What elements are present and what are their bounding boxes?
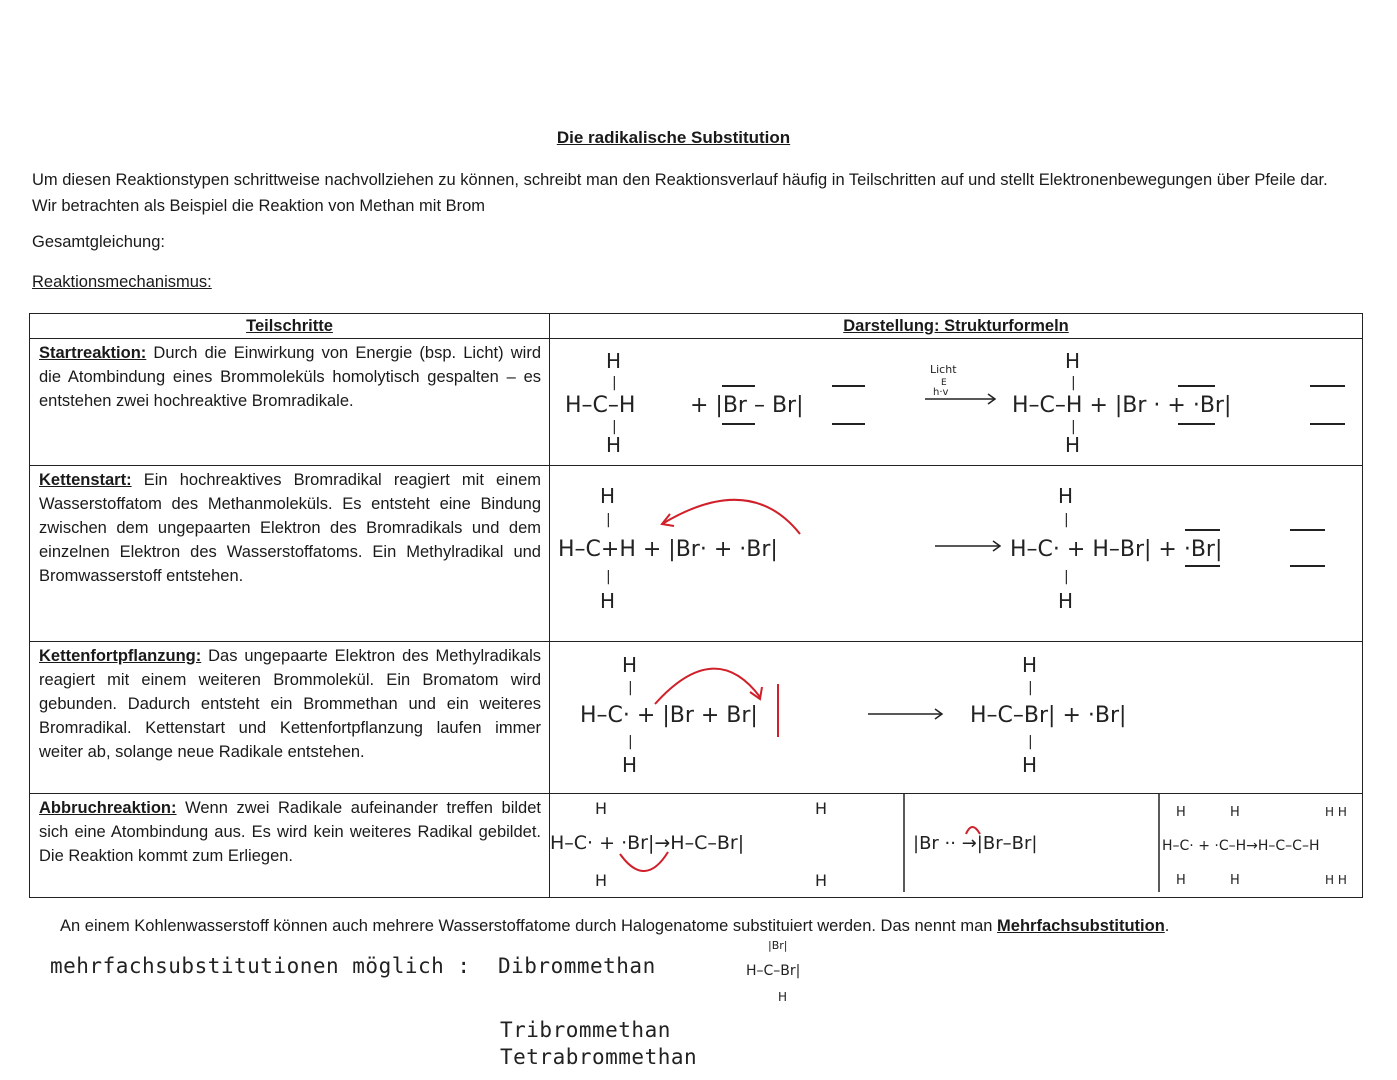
- svg-text:H: H: [606, 433, 622, 457]
- step-start: [30, 339, 550, 466]
- svg-text:H: H: [622, 753, 638, 777]
- step-text: Durch die Einwirkung von Energie (bsp. Licht) wird die Atombindung eines Brommoleküls homolytisch gespalten – es entstehen zwei hochreaktive Bromradikale.: [39, 344, 541, 410]
- hv-label: h·v: [933, 387, 949, 398]
- abbruch-structure-svg: [550, 794, 1362, 892]
- step-text: Ein hochreaktives Bromradikal reagiert mit einem Wasserstoffatom des Methanmoleküls. Es entsteht eine Bindung zwischen dem ungepaarten Elektron des Bromradikals und dem einzelnen Elektron des Wasserstoffatoms. Ein Methylradikal und Bromwasserstoff entstehen.: [39, 471, 541, 585]
- mechanismus-label: Reaktionsmechanismus:: [32, 273, 212, 291]
- svg-text:H: H: [595, 871, 608, 890]
- formula-start: [550, 339, 1363, 466]
- start-structure-svg: [550, 339, 1362, 460]
- formula-kettenstart: [550, 466, 1363, 642]
- svg-text:H–C–Br|: H–C–Br|: [746, 963, 801, 979]
- table-row: [30, 339, 1363, 466]
- svg-text:H: H: [606, 349, 622, 373]
- svg-text:|: |: [612, 419, 617, 435]
- svg-text:H: H: [600, 589, 616, 613]
- table-row: [30, 466, 1363, 642]
- svg-text:|: |: [1064, 569, 1069, 585]
- step-abbruch: [30, 794, 550, 898]
- note-tetrabrommethan: Tetrabrommethan: [500, 1045, 698, 1069]
- svg-text:H: H: [622, 653, 638, 677]
- svg-text:H: H: [600, 484, 616, 508]
- mehrfach-end: .: [1164, 917, 1170, 935]
- header-teilschritte: Teilschritte: [30, 314, 550, 339]
- svg-text:H–C–Br| + ·Br|: H–C–Br| + ·Br|: [970, 703, 1127, 728]
- svg-text:H–C· + ·Br|→H–C–Br|: H–C· + ·Br|→H–C–Br|: [550, 832, 745, 854]
- energy-label: E: [941, 378, 947, 388]
- step-term: Abbruchreaktion:: [39, 799, 177, 817]
- svg-text:|: |: [606, 569, 611, 585]
- kettenfortpflanzung-structure-svg: [550, 642, 1362, 788]
- svg-text:|Br|: |Br|: [768, 939, 788, 952]
- svg-text:H–C· + ·C–H→H–C–C–H: H–C· + ·C–H→H–C–C–H: [1162, 838, 1320, 854]
- svg-text:H: H: [1065, 349, 1081, 373]
- svg-text:|: |: [1071, 419, 1076, 435]
- svg-text:+ |Br – Br|: + |Br – Br|: [690, 393, 804, 418]
- step-term: Startreaktion:: [39, 344, 147, 362]
- svg-text:|: |: [1071, 375, 1076, 391]
- step-kettenstart: [30, 466, 550, 642]
- mehrfach-paragraph: [60, 917, 1169, 936]
- svg-text:H H: H H: [1325, 873, 1347, 887]
- kettenstart-structure-svg: [550, 466, 1362, 636]
- mechanism-table: [29, 313, 1363, 898]
- svg-text:H: H: [778, 990, 788, 1004]
- svg-text:H–C· + |Br + Br|: H–C· + |Br + Br|: [580, 703, 758, 728]
- svg-text:H H: H H: [1325, 805, 1347, 819]
- svg-text:H–C+H + |Br· + ·Br|: H–C+H + |Br· + ·Br|: [558, 537, 778, 562]
- svg-text:|: |: [1028, 680, 1033, 696]
- svg-text:H: H: [1058, 589, 1074, 613]
- svg-text:H: H: [1176, 805, 1186, 820]
- note-dibrommethan: Dibrommethan: [498, 954, 656, 978]
- step-text: Das ungepaarte Elektron des Methylradikals reagiert mit einem weiteren Brommolekül. Ein Bromatom wird gebunden. Dadurch entsteht ein Brommethan und ein weiteres Bromradikal. Kettenstart und Kettenfortpflanzung laufen immer weiter ab, solange neue Radikale entstehen.: [39, 647, 541, 761]
- formula-abbruch: [550, 794, 1363, 898]
- mehrfach-text: An einem Kohlenwasserstoff können auch mehrere Wasserstoffatome durch Halogenatome substituiert werden. Das nennt man: [60, 917, 998, 935]
- svg-text:H: H: [1230, 805, 1240, 820]
- svg-text:H: H: [595, 799, 608, 818]
- step-text: Wenn zwei Radikale aufeinander treffen bildet sich eine Atombindung aus. Es wird kein weiteres Radikal gebildet. Die Reaktion kommt zum Erliegen.: [39, 799, 541, 865]
- dibrommethan-structure: [738, 935, 858, 1007]
- svg-text:H: H: [815, 799, 828, 818]
- table-row: [30, 642, 1363, 794]
- step-term: Kettenstart:: [39, 471, 132, 489]
- gesamtgleichung-label: Gesamtgleichung:: [32, 233, 165, 251]
- svg-text:H–C–H: H–C–H: [565, 393, 636, 418]
- page-title: Die radikalische Substitution: [556, 128, 791, 147]
- svg-text:H: H: [1058, 484, 1074, 508]
- mehrfach-term: Mehrfachsubstitution: [997, 917, 1165, 935]
- intro-paragraph: Um diesen Reaktionstypen schrittweise nachvollziehen zu können, schreibt man den Reaktionsverlauf häufig in Teilschritten auf und stellt Elektronenbewegungen über Pfeile dar. Wir betrachten als Beispiel die Reaktion von Methan mit Brom: [32, 171, 1328, 215]
- table-row: [30, 794, 1363, 898]
- svg-text:H: H: [1022, 653, 1038, 677]
- svg-text:|: |: [628, 734, 633, 750]
- svg-text:H: H: [1065, 433, 1081, 457]
- svg-text:H–C· + H–Br| + ·Br|: H–C· + H–Br| + ·Br|: [1010, 537, 1223, 562]
- svg-text:|: |: [606, 512, 611, 528]
- svg-text:H: H: [815, 871, 828, 890]
- svg-text:|: |: [628, 680, 633, 696]
- svg-text:H: H: [1022, 753, 1038, 777]
- svg-text:H–C–H + |Br · + ·Br|: H–C–H + |Br · + ·Br|: [1012, 393, 1232, 418]
- svg-text:|: |: [612, 375, 617, 391]
- step-kettenfortpflanzung: [30, 642, 550, 794]
- svg-text:|Br ·· →|Br–Br|: |Br ·· →|Br–Br|: [913, 833, 1038, 854]
- note-mehrfach: mehrfachsubstitutionen möglich :: [50, 954, 471, 978]
- svg-text:H: H: [1176, 873, 1186, 888]
- svg-text:|: |: [1028, 734, 1033, 750]
- svg-text:H: H: [1230, 873, 1240, 888]
- svg-text:|: |: [1064, 512, 1069, 528]
- header-strukturformeln: Darstellung: Strukturformeln: [550, 314, 1363, 339]
- licht-label: Licht: [930, 363, 957, 376]
- step-term: Kettenfortpflanzung:: [39, 647, 202, 665]
- note-tribrommethan: Tribrommethan: [500, 1018, 671, 1042]
- formula-kettenfortpflanzung: [550, 642, 1363, 794]
